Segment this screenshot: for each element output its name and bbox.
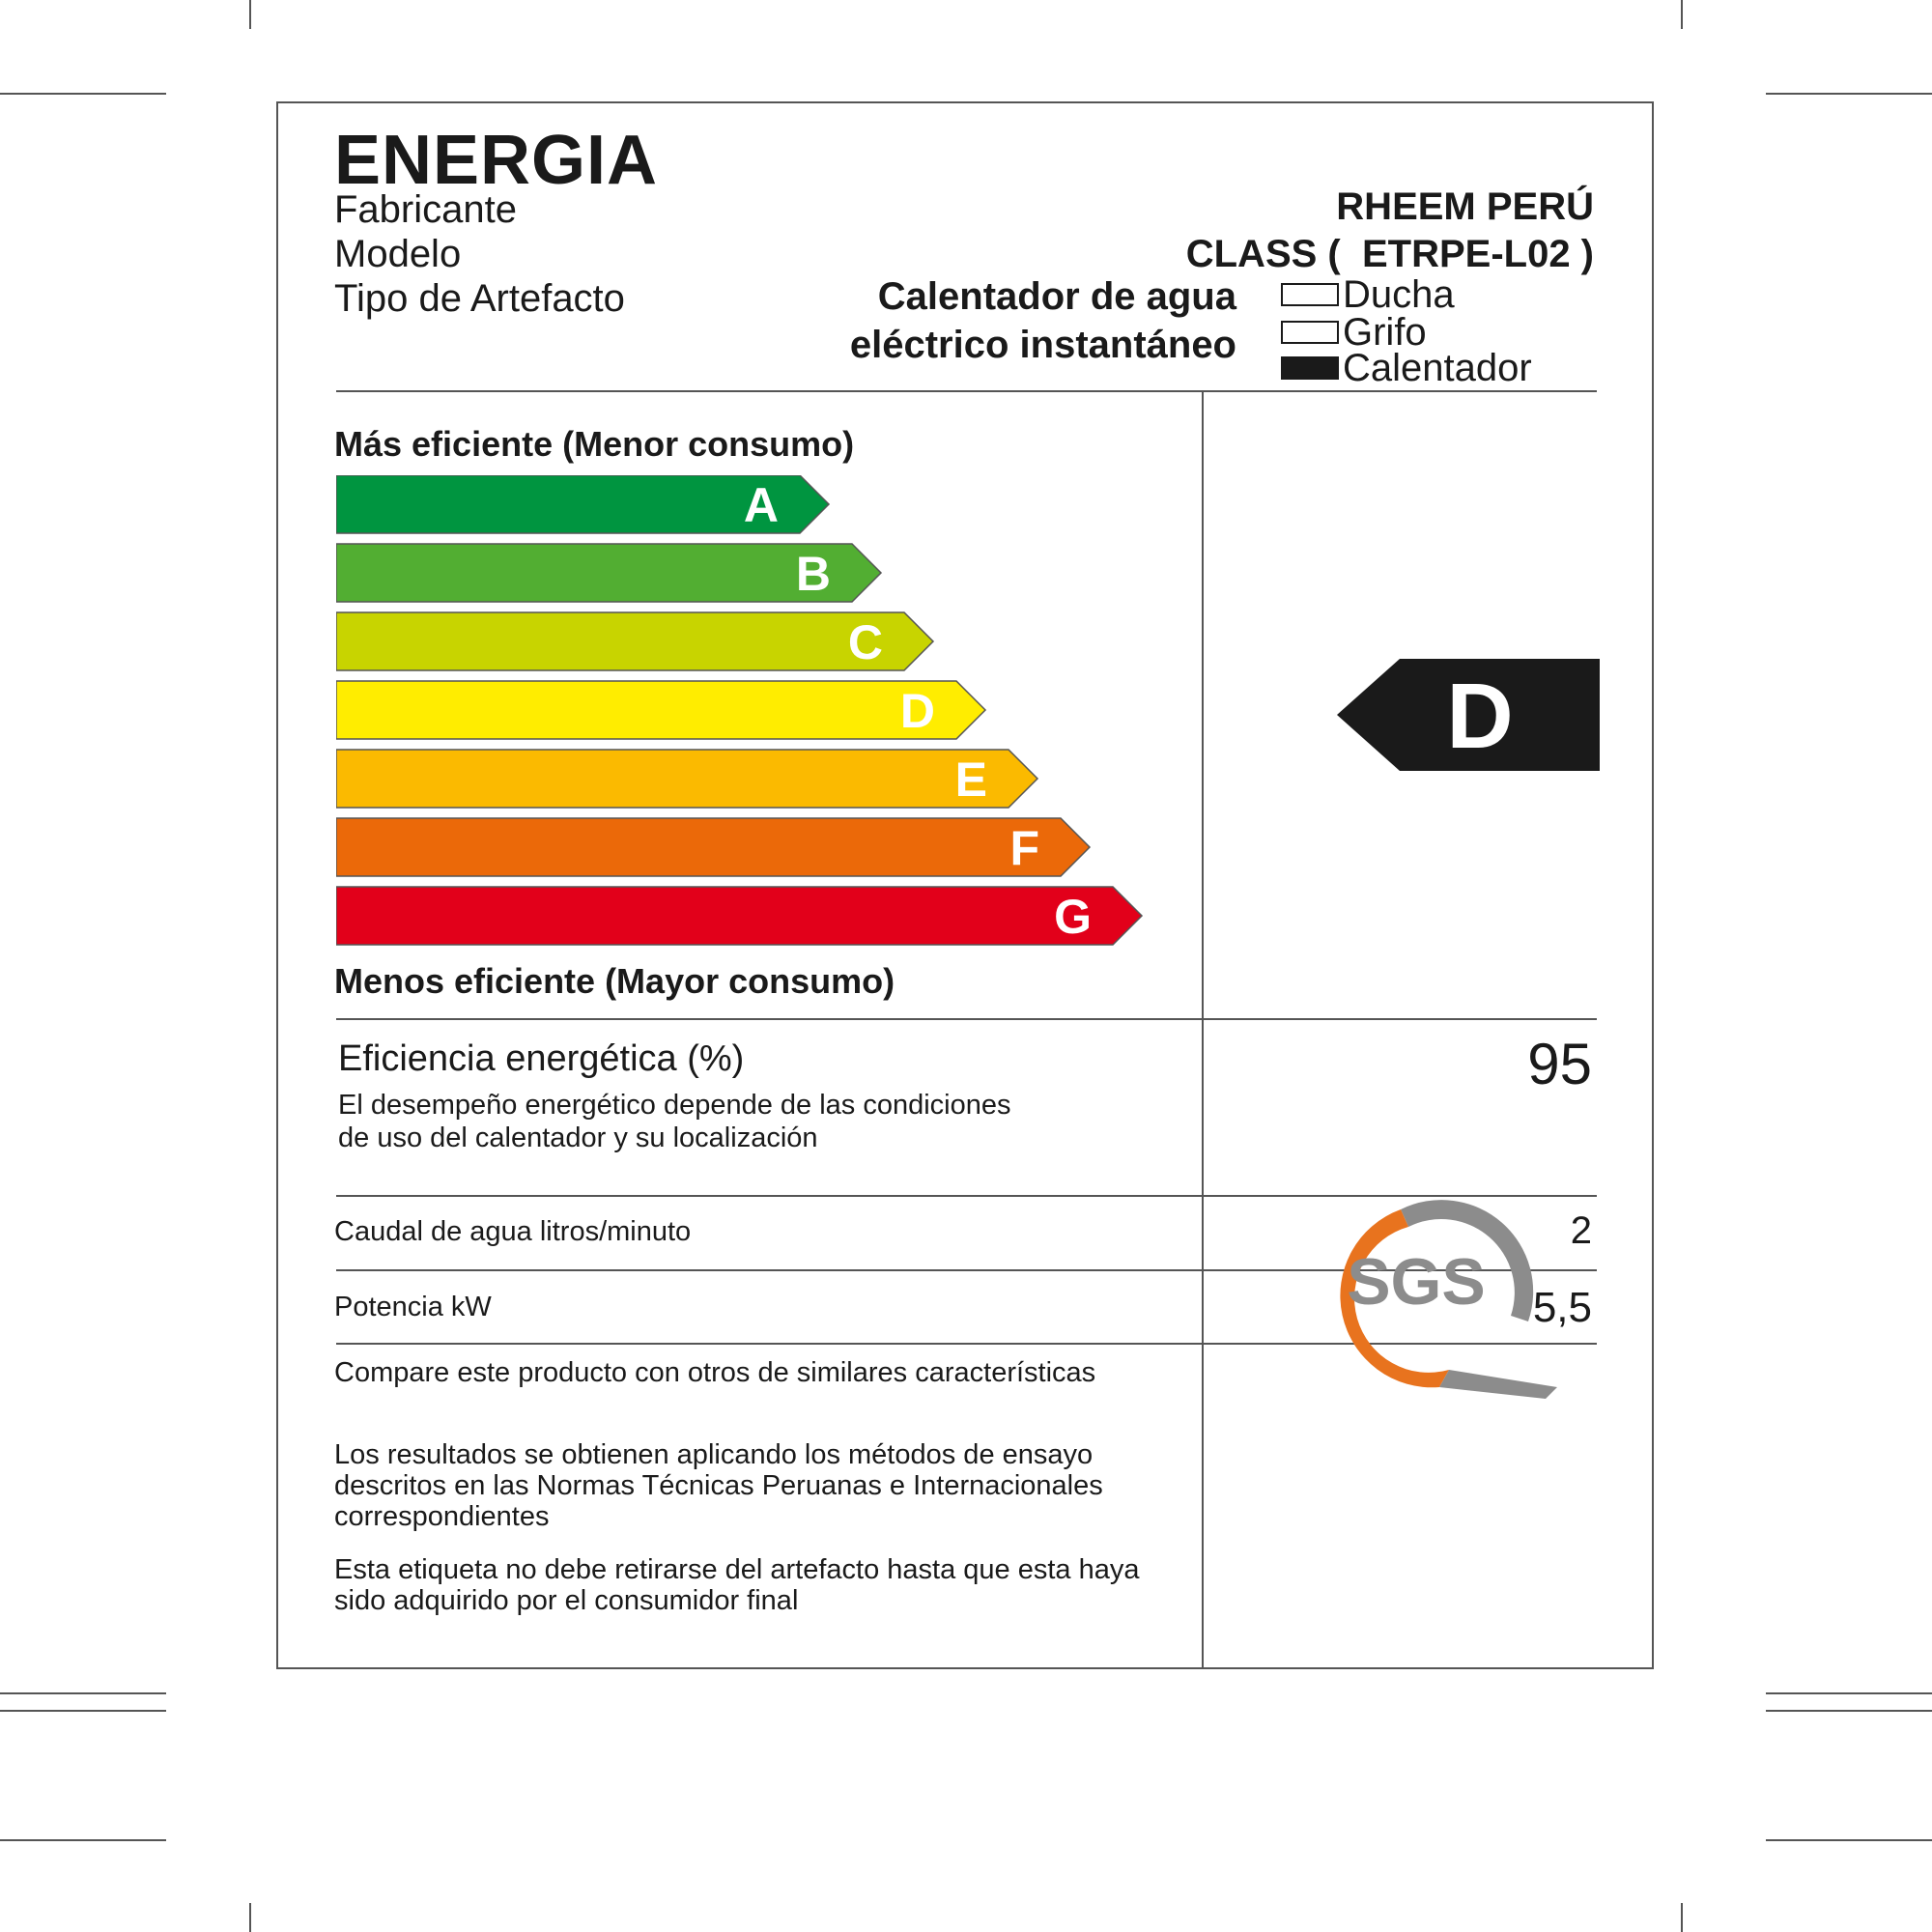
crop-mark	[0, 1692, 166, 1694]
scale-bar-d	[336, 681, 985, 739]
scale-bar-f	[336, 818, 1090, 876]
scale-bar-e	[336, 750, 1037, 808]
crop-mark	[1766, 1839, 1932, 1841]
scale-bar-g	[336, 887, 1142, 945]
eficiencia-note: El desempeño energético depende de las condiciones de uso del calentador y su localización	[338, 1090, 1011, 1153]
option-calentador	[1281, 346, 1532, 389]
eficiencia-value: 95	[1527, 1032, 1592, 1096]
option-label: Calentador	[1343, 346, 1532, 389]
tipo-label: Tipo de Artefacto	[334, 277, 625, 320]
scale-letter-a: A	[743, 478, 779, 532]
eficiencia-label: Eficiencia energética (%)	[338, 1038, 745, 1079]
scale-letter-f: F	[1009, 821, 1039, 875]
scale-bar-c	[336, 612, 933, 670]
crop-mark	[1766, 1710, 1932, 1712]
tipo-value-line1: Calentador de agua	[877, 275, 1236, 318]
scale-letter-b: B	[795, 547, 831, 601]
efficiency-scale	[336, 475, 1186, 949]
crop-mark	[1681, 1903, 1683, 1932]
label-title: ENERGIA	[334, 122, 659, 199]
energy-label	[276, 101, 1654, 1669]
crop-mark	[249, 0, 251, 29]
crop-mark	[0, 1839, 166, 1841]
divider	[336, 390, 1597, 392]
potencia-value: 5,5	[1532, 1284, 1592, 1331]
crop-mark	[0, 93, 166, 95]
scale-bottom-caption: Menos eficiente (Mayor consumo)	[334, 961, 895, 1001]
rating-arrow	[1337, 659, 1600, 771]
footer-note-methods: Los resultados se obtienen aplicando los métodos de ensayo descritos en las Normas Técnicas Peruanas e Internacionales correspondientes	[334, 1439, 1103, 1532]
option-ducha	[1281, 272, 1455, 316]
scale-letter-d: D	[899, 684, 935, 738]
option-label: Grifo	[1343, 310, 1427, 354]
potencia-label: Potencia kW	[334, 1292, 492, 1322]
sgs-logo	[1304, 1198, 1575, 1410]
checkbox-grifo	[1281, 321, 1339, 344]
crop-mark	[1766, 93, 1932, 95]
divider	[336, 1018, 1597, 1020]
crop-mark	[0, 1710, 166, 1712]
modelo-label: Modelo	[334, 233, 462, 275]
tipo-value-line2: eléctrico instantáneo	[849, 324, 1236, 366]
modelo-value: CLASS ( ETRPE-L02 )	[1185, 233, 1594, 275]
sgs-logo-text: SGS	[1347, 1245, 1486, 1319]
crop-mark	[249, 1903, 251, 1932]
rating-letter: D	[1446, 665, 1514, 768]
footer-note-retain: Esta etiqueta no debe retirarse del artefacto hasta que esta haya sido adquirido por el consumidor final	[334, 1554, 1140, 1616]
footer-note-compare: Compare este producto con otros de similares características	[334, 1357, 1096, 1388]
crop-mark	[1766, 1692, 1932, 1694]
scale-letter-g: G	[1054, 890, 1092, 944]
caudal-value: 2	[1570, 1209, 1592, 1252]
scale-top-caption: Más eficiente (Menor consumo)	[334, 424, 855, 464]
caudal-label: Caudal de agua litros/minuto	[334, 1216, 692, 1247]
scale-letter-c: C	[847, 615, 883, 669]
divider	[336, 1195, 1597, 1197]
fabricante-label: Fabricante	[334, 188, 517, 231]
crop-mark	[1681, 0, 1683, 29]
checkbox-ducha	[1281, 283, 1339, 306]
checkbox-calentador	[1281, 356, 1339, 380]
column-divider	[1202, 390, 1204, 1669]
scale-letter-e: E	[954, 753, 987, 807]
fabricante-value: RHEEM PERÚ	[1336, 185, 1594, 228]
option-label: Ducha	[1343, 272, 1455, 316]
sgs-tail	[1439, 1370, 1557, 1399]
